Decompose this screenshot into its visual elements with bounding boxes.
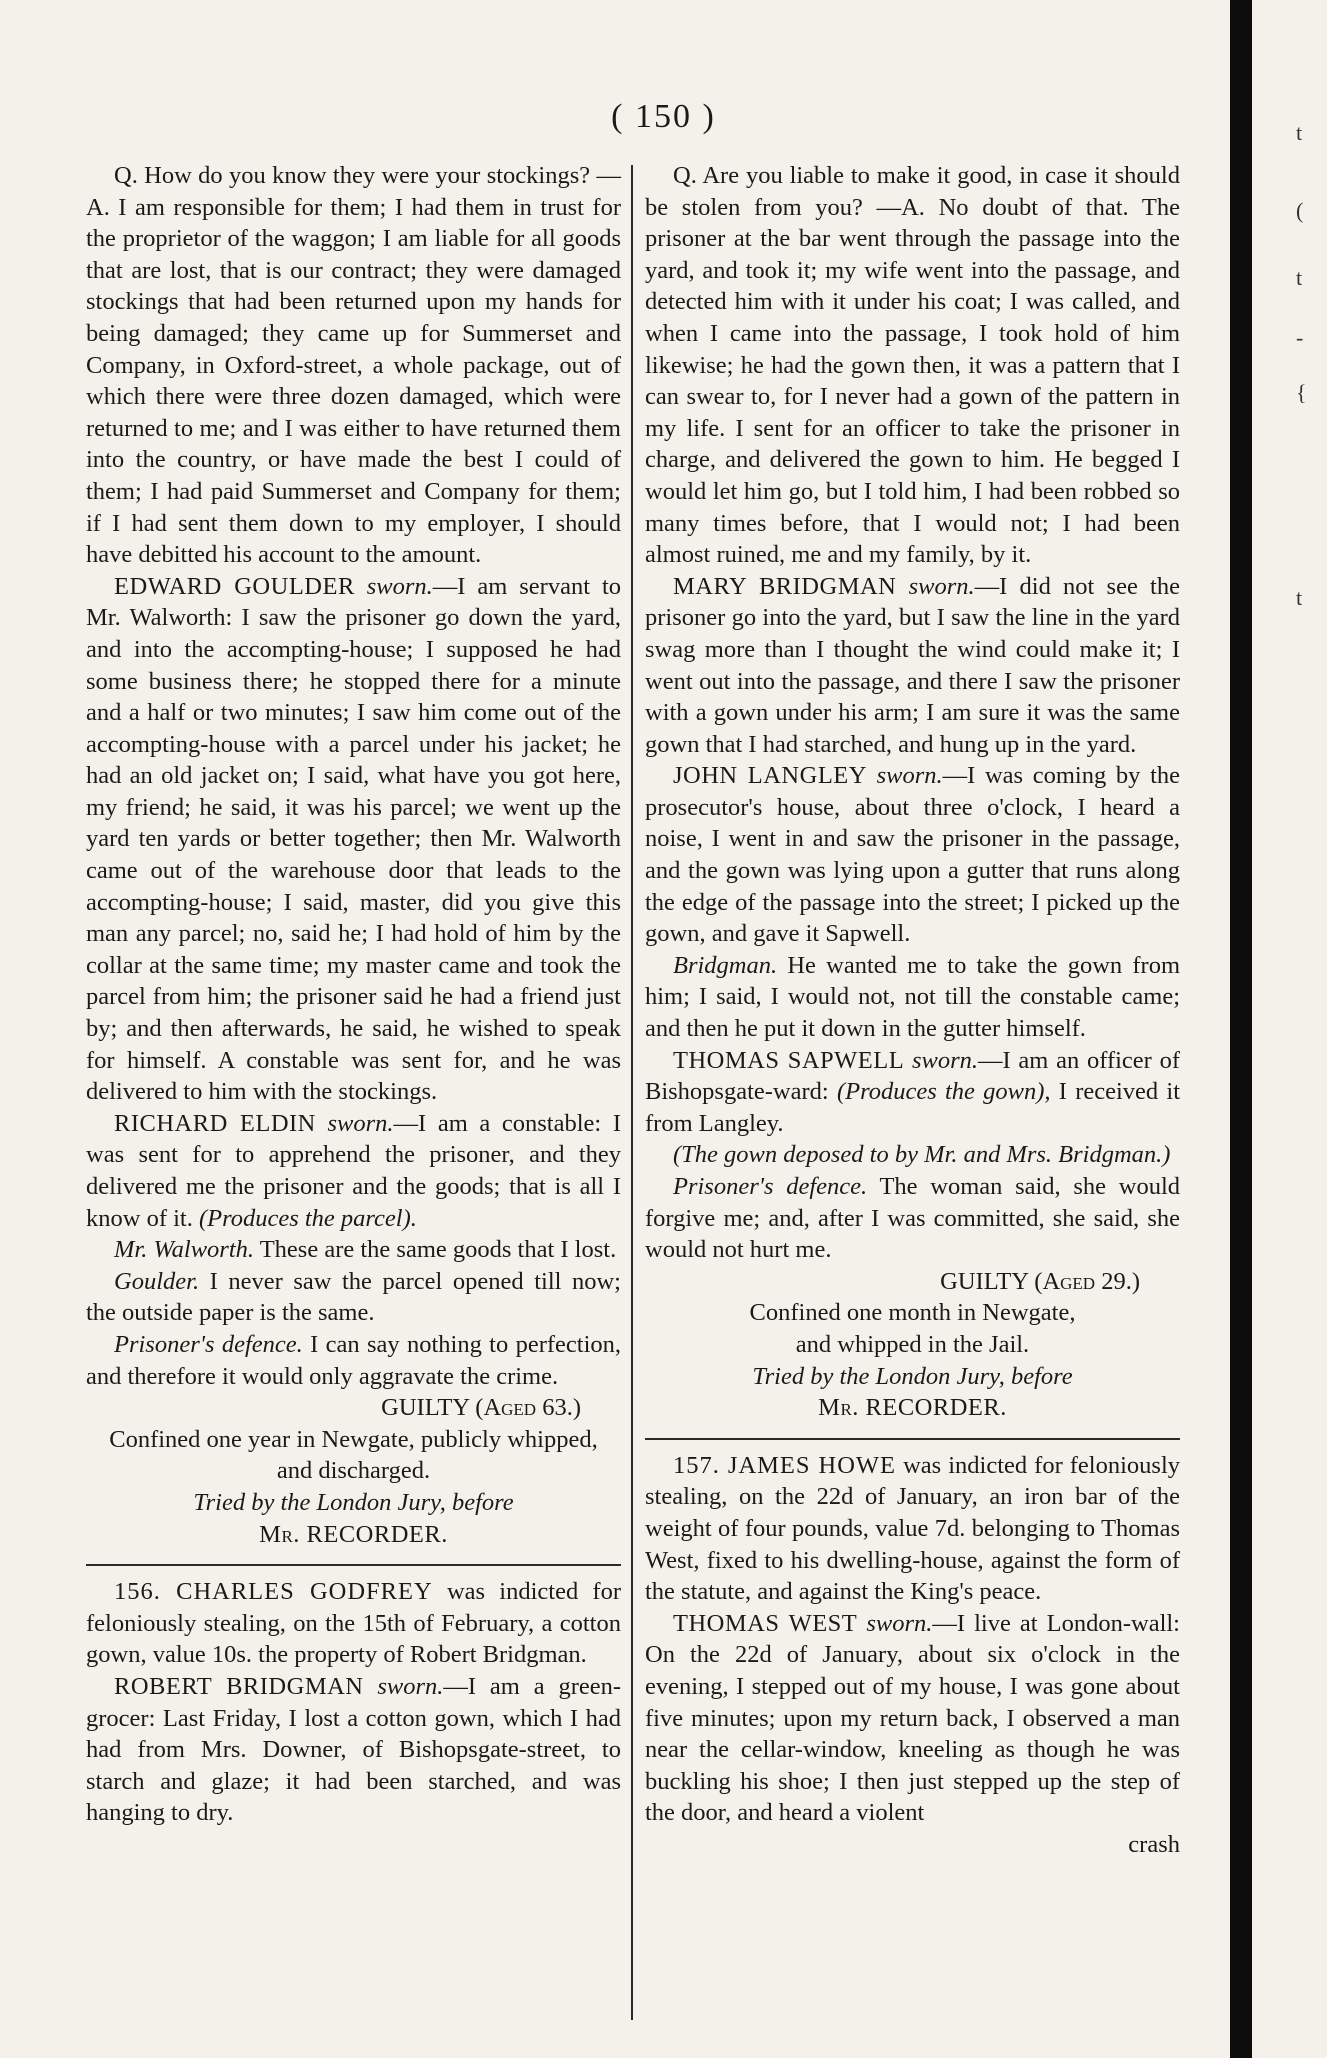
paragraph bbox=[86, 1108, 621, 1234]
right-column bbox=[645, 160, 1180, 1860]
sworn-label: sworn. bbox=[377, 1672, 444, 1700]
speaker-label: Prisoner's defence. bbox=[673, 1173, 868, 1200]
paragraph bbox=[86, 1266, 621, 1329]
verdict bbox=[86, 1392, 621, 1424]
case-title: 156. CHARLES GODFREY bbox=[114, 1578, 433, 1606]
witness-name: ROBERT BRIDGMAN bbox=[114, 1672, 364, 1700]
sentence-text: Confined one month in Newgate, bbox=[749, 1299, 1076, 1327]
sworn-label: sworn. bbox=[327, 1109, 394, 1137]
paragraph bbox=[86, 160, 621, 571]
sworn-label: sworn. bbox=[366, 572, 433, 600]
paragraph bbox=[86, 1329, 621, 1392]
paragraph-text: was indicted for feloniously stealing, on the 22d of January, an iron bar of the weight of four pounds, value 7d. belonging to Thomas West, fixed to his dwelling-house, against the form of the statute, and against the King's peace. bbox=[645, 1451, 1181, 1606]
paragraph bbox=[645, 1045, 1180, 1140]
paragraph-text: was indicted for feloniously stealing, on the 15th of February, a cotton gown, value 10s. the property of Robert Bridgman. bbox=[86, 1578, 622, 1669]
witness-name: THOMAS SAPWELL bbox=[673, 1046, 905, 1074]
section-rule bbox=[645, 1438, 1180, 1440]
speaker-label: Mr. Walworth. bbox=[114, 1236, 255, 1264]
tried-by-text: Tried by the London Jury, before bbox=[752, 1362, 1073, 1390]
recorder-text: Mr. RECORDER. bbox=[818, 1394, 1007, 1422]
paragraph bbox=[86, 1671, 621, 1829]
witness-name: EDWARD GOULDER bbox=[114, 572, 355, 600]
recorder-line bbox=[86, 1519, 621, 1551]
paragraph-text: —I am servant to Mr. Walworth: I saw the prisoner go down the yard, and into the accompting-house; I supposed he had some business there; he stopped there for a minute and a half or two minutes; I saw him come out of the accompting-house with a parcel under his jacket; he had an old jacket on; I said, what have you got here, my friend; he said, it was his parcel; we went up the yard ten yards or better together; then Mr. Walworth came out of the warehouse door that leads to the accompting-house; I said, master, did you give this man any parcel; no, said he; I had hold of him by the collar at the same time; my master came and took the parcel from him; the prisoner said he had a friend just by; and then afterwards, he said, he wished to speak for himself. A constable was sent for, and he was delivered to him with the stockings. bbox=[86, 572, 621, 1106]
paragraph-text: —I did not see the prisoner go into the yard, but I saw the line in the yard swag more than I thought the wind could make it; I went out into the passage, and there I saw the prisoner with a gown under his arm; I am sure it was the same gown that I had starched, and hung up in the yard. bbox=[645, 572, 1180, 758]
paragraph-text: He wanted me to take the gown from him; I said, I would not, not till the constable came; and then he put it down in the gutter himself. bbox=[645, 951, 1181, 1043]
case-title: 157. JAMES HOWE bbox=[673, 1451, 897, 1479]
sentence-line bbox=[645, 1297, 1180, 1329]
column-divider bbox=[631, 165, 633, 2020]
paragraph-text: —I am a constable: I was sent for to apprehend the prisoner, and they delivered me the prisoner and the goods; that is all I know of it. bbox=[86, 1109, 621, 1232]
verdict-text: GUILTY (Aged 29.) bbox=[940, 1267, 1140, 1295]
witness-name: RICHARD ELDIN bbox=[114, 1109, 316, 1137]
paragraph bbox=[645, 1139, 1180, 1171]
sentence-line bbox=[645, 1329, 1180, 1361]
page-number: ( 150 ) bbox=[611, 98, 716, 135]
paragraph bbox=[645, 571, 1180, 761]
sworn-label: sworn. bbox=[876, 762, 943, 790]
sworn-label: sworn. bbox=[866, 1609, 933, 1637]
paragraph-text: I never saw the parcel opened till now; the outside paper is the same. bbox=[86, 1267, 621, 1327]
verdict-text: GUILTY (Aged 63.) bbox=[381, 1394, 581, 1422]
paragraph-text: —I was coming by the prosecutor's house, about three o'clock, I heard a noise, I went in and saw the prisoner in the passage, and the gown was lying upon a gutter that runs along the edge of the passage into the street; I picked up the gown, and gave it Sapwell. bbox=[645, 762, 1180, 948]
paragraph bbox=[645, 1171, 1180, 1266]
witness-name: MARY BRIDGMAN bbox=[673, 572, 897, 600]
paragraph bbox=[645, 160, 1180, 571]
left-column bbox=[86, 160, 621, 1829]
paragraph-text: I can say nothing to perfection, and therefore it would only aggravate the crime. bbox=[86, 1330, 622, 1390]
paragraph bbox=[86, 571, 621, 1108]
sentence-line bbox=[86, 1455, 621, 1487]
paragraph-text-continued: I received it from Langley. bbox=[645, 1078, 1181, 1137]
recorder-line bbox=[645, 1392, 1180, 1424]
verdict bbox=[645, 1266, 1180, 1298]
sentence-text: Confined one year in Newgate, publicly whipped, bbox=[109, 1425, 598, 1453]
margin-mark: t bbox=[1296, 265, 1303, 290]
witness-name: THOMAS WEST bbox=[673, 1609, 858, 1637]
sentence-line bbox=[86, 1424, 621, 1456]
paragraph bbox=[645, 1608, 1180, 1829]
paragraph-text: Q. Are you liable to make it good, in case it should be stolen from you? —A. No doubt of that. The prisoner at the bar went through the passage into the yard, and took it; my wife went into the passage, and detected him with it under his coat; I was called, and when I came into the passage, I took hold of him likewise; he had the gown then, it was a pattern that I can swear to, for I never had a gown of the pattern in my life. I sent for an officer to take the prisoner in charge, and delivered the gown to him. He begged I would let him go, but I told him, I had been robbed so many times before, that I would not; I had been almost ruined, me and my family, by it. bbox=[645, 162, 1180, 569]
margin-mark: t bbox=[1296, 585, 1303, 610]
inline-italic: (Produces the gown), bbox=[836, 1078, 1051, 1106]
paragraph-text: —I am a green-grocer: Last Friday, I lost a cotton gown, which I had had from Mrs. Downer, of Bishopsgate-street, to starch and glaze; it had been starched, and was hanging to dry. bbox=[86, 1672, 622, 1827]
sworn-label: sworn. bbox=[911, 1046, 978, 1074]
paragraph-text: —I live at London-wall: On the 22d of January, about six o'clock in the evening, I stepped out of my house, I was gone about five minutes; upon my return back, I observed a man near the cellar-window, kneeling as though he was buckling his shoe; I then just stepped up the step of the door, and heard a violent bbox=[645, 1609, 1180, 1827]
paragraph-text: Q. How do you know they were your stockings? —A. I am responsible for them; I had them in trust for the proprietor of the waggon; I am liable for all goods that are lost, that is our contract; they were damaged stockings that had been returned upon my hands for being damaged; they came up for Summerset and Company, in Oxford-street, a whole package, out of which there were three dozen damaged, which were returned to me; and I was either to have returned them into the country, or have made the best I could of them; I had paid Summerset and Company for them; if I had sent them down to my employer, I should have debitted his account to the amount. bbox=[86, 162, 621, 569]
sworn-label: sworn. bbox=[908, 572, 975, 600]
paragraph-text: These are the same goods that I lost. bbox=[259, 1236, 617, 1264]
tried-by-line bbox=[645, 1361, 1180, 1393]
speaker-label: Goulder. bbox=[114, 1267, 200, 1295]
margin-mark: { bbox=[1296, 380, 1307, 405]
margin-mark: - bbox=[1296, 325, 1304, 350]
scan-edge-shadow bbox=[1230, 0, 1252, 2058]
recorder-text: Mr. RECORDER. bbox=[259, 1520, 448, 1548]
catchword-text: crash bbox=[1128, 1830, 1180, 1858]
margin-mark: t bbox=[1296, 120, 1303, 145]
inline-italic: (Produces the parcel). bbox=[198, 1204, 417, 1232]
paragraph-text: —I am an officer of Bishopsgate-ward: bbox=[645, 1046, 1181, 1106]
margin-mark: ( bbox=[1296, 198, 1304, 223]
sentence-text: and discharged. bbox=[276, 1457, 431, 1485]
sentence-text: and whipped in the Jail. bbox=[795, 1330, 1030, 1358]
paragraph-italic-text: (The gown deposed to by Mr. and Mrs. Bridgman.) bbox=[673, 1141, 1171, 1169]
tried-by-line bbox=[86, 1487, 621, 1519]
speaker-label: Bridgman. bbox=[673, 951, 778, 979]
catchword bbox=[645, 1829, 1180, 1861]
witness-name: JOHN LANGLEY bbox=[673, 762, 867, 790]
section-rule bbox=[86, 1564, 621, 1566]
paragraph-text: The woman said, she would forgive me; and, after I was committed, she said, she would not hurt me. bbox=[645, 1173, 1181, 1264]
paragraph bbox=[86, 1234, 621, 1266]
paragraph bbox=[86, 1576, 621, 1671]
paragraph bbox=[645, 950, 1180, 1045]
speaker-label: Prisoner's defence. bbox=[114, 1330, 303, 1358]
paragraph bbox=[645, 1450, 1180, 1608]
tried-by-text: Tried by the London Jury, before bbox=[193, 1488, 514, 1516]
paragraph bbox=[645, 760, 1180, 950]
